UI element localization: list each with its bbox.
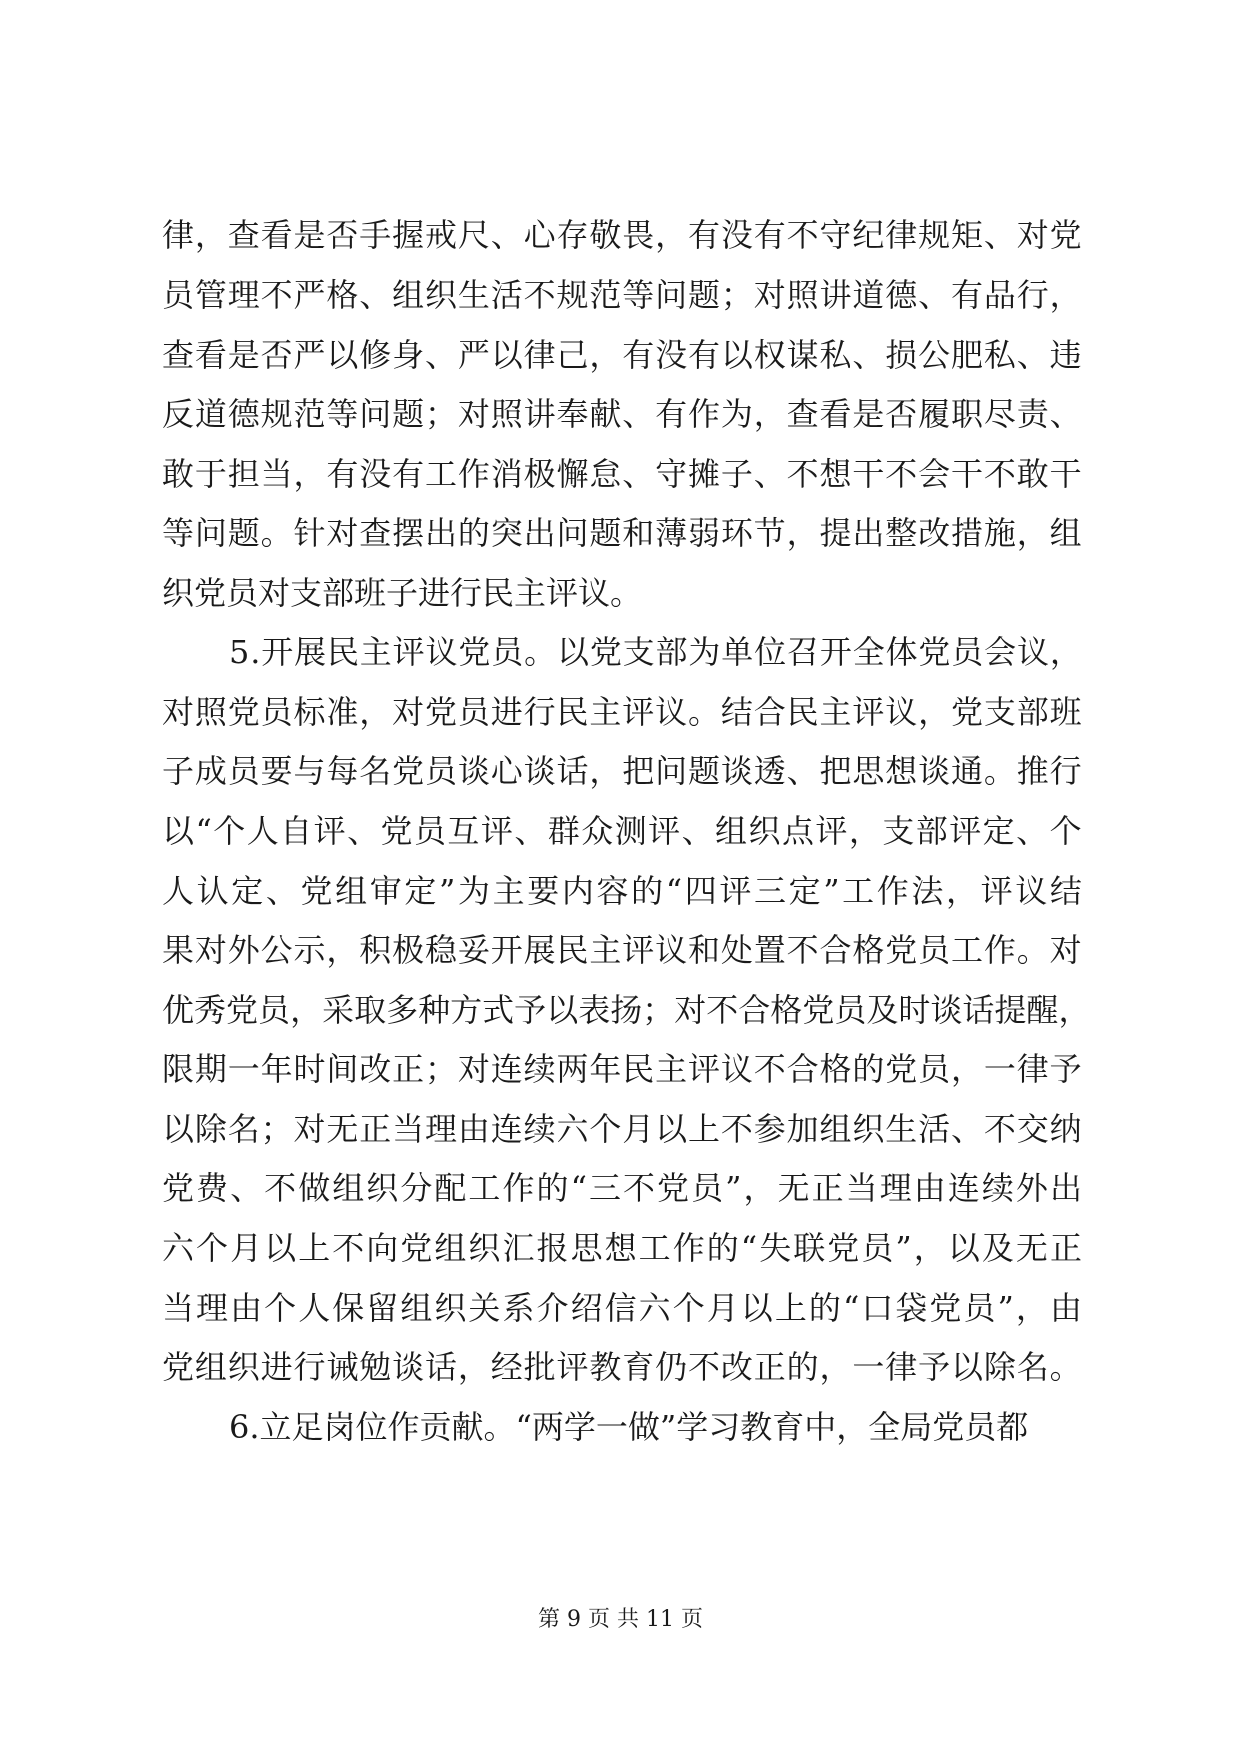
body-text-line: 六 个 月 以 上 不 向 党 组 织 汇 报 思 想 工 作 的 “ 失 联 党 员 ” ， 以 及 无 正 xyxy=(162,1229,1082,1267)
body-text-line: 以 “ 个 人 自 评 、 党 员 互 评 、 群 众 测 评 、 组 织 点 评 ， 支 部 评 定 、 个 xyxy=(162,812,1082,850)
body-text-line: 优 秀 党 员 ， 采 取 多 种 方 式 予 以 表 扬 ； 对 不 合 格 党 员 及 时 谈 话 提 醒 ， xyxy=(162,991,1091,1029)
body-text-line: 党 费 、 不 做 组 织 分 配 工 作 的 “ 三 不 党 员 ” ， 无 正 当 理 由 连 续 外 出 xyxy=(162,1169,1082,1207)
body-text-line: 等 问 题 。 针 对 查 摆 出 的 突 出 问 题 和 薄 弱 环 节 ， 提 出 整 改 措 施 ， 组 xyxy=(162,514,1082,552)
body-text-line: 当 理 由 个 人 保 留 组 织 关 系 介 绍 信 六 个 月 以 上 的 “ 口 袋 党 员 ” ， 由 xyxy=(162,1289,1082,1327)
body-text-line: 以 除 名 ； 对 无 正 当 理 由 连 续 六 个 月 以 上 不 参 加 组 织 生 活 、 不 交 纳 xyxy=(162,1110,1082,1148)
body-text-line: 子 成 员 要 与 每 名 党 员 谈 心 谈 话 ， 把 问 题 谈 透 、 把 思 想 谈 通 。 推 行 xyxy=(162,752,1082,790)
body-text-line: 果 对 外 公 示 ， 积 极 稳 妥 开 展 民 主 评 议 和 处 置 不 合 格 党 员 工 作 。 对 xyxy=(162,931,1082,969)
body-text-line: 员 管 理 不 严 格 、 组 织 生 活 不 规 范 等 问 题 ； 对 照 讲 道 德 、 有 品 行 ， xyxy=(162,276,1082,314)
body-text-line: 敢 于 担 当 ， 有 没 有 工 作 消 极 懈 怠 、 守 摊 子 、 不 想 干 不 会 干 不 敢 干 xyxy=(162,455,1082,493)
body-text-line: 对 照 党 员 标 准 ， 对 党 员 进 行 民 主 评 议 。 结 合 民 主 评 议 ， 党 支 部 班 xyxy=(162,693,1082,731)
body-text-line: 律 ， 查 看 是 否 手 握 戒 尺 、 心 存 敬 畏 ， 有 没 有 不 守 纪 律 规 矩 、 对 党 xyxy=(162,216,1082,254)
body-text-line: 党 组 织 进 行 诫 勉 谈 话 ， 经 批 评 教 育 仍 不 改 正 的 ， 一 律 予 以 除 名 。 xyxy=(162,1348,1082,1386)
body-text-line: 限 期 一 年 时 间 改 正 ； 对 连 续 两 年 民 主 评 议 不 合 格 的 党 员 ， 一 律 予 xyxy=(162,1050,1082,1088)
body-text-line: 反 道 德 规 范 等 问 题 ； 对 照 讲 奉 献 、 有 作 为 ， 查 看 是 否 履 职 尽 责 、 xyxy=(162,395,1082,433)
page-footer: 第 9 页 共 11 页 xyxy=(538,1607,703,1632)
body-text-line: 人 认 定 、 党 组 审 定 ” 为 主 要 内 容 的 “ 四 评 三 定 ” 工 作 法 ， 评 议 结 xyxy=(162,872,1082,910)
section-heading-line: 6.立足岗位作贡献。“两学一做”学习教育中，全局党员都 xyxy=(229,1408,1029,1446)
body-text-line: 织党员对支部班子进行民主评议。 xyxy=(162,574,643,612)
body-text-line: 查 看 是 否 严 以 修 身 、 严 以 律 己 ， 有 没 有 以 权 谋 私 、 损 公 肥 私 、 违 xyxy=(162,336,1082,374)
section-heading-line: 5 . 开 展 民 主 评 议 党 员 。 以 党 支 部 为 单 位 召 开 全 体 党 员 会 议 ， xyxy=(229,633,1082,671)
